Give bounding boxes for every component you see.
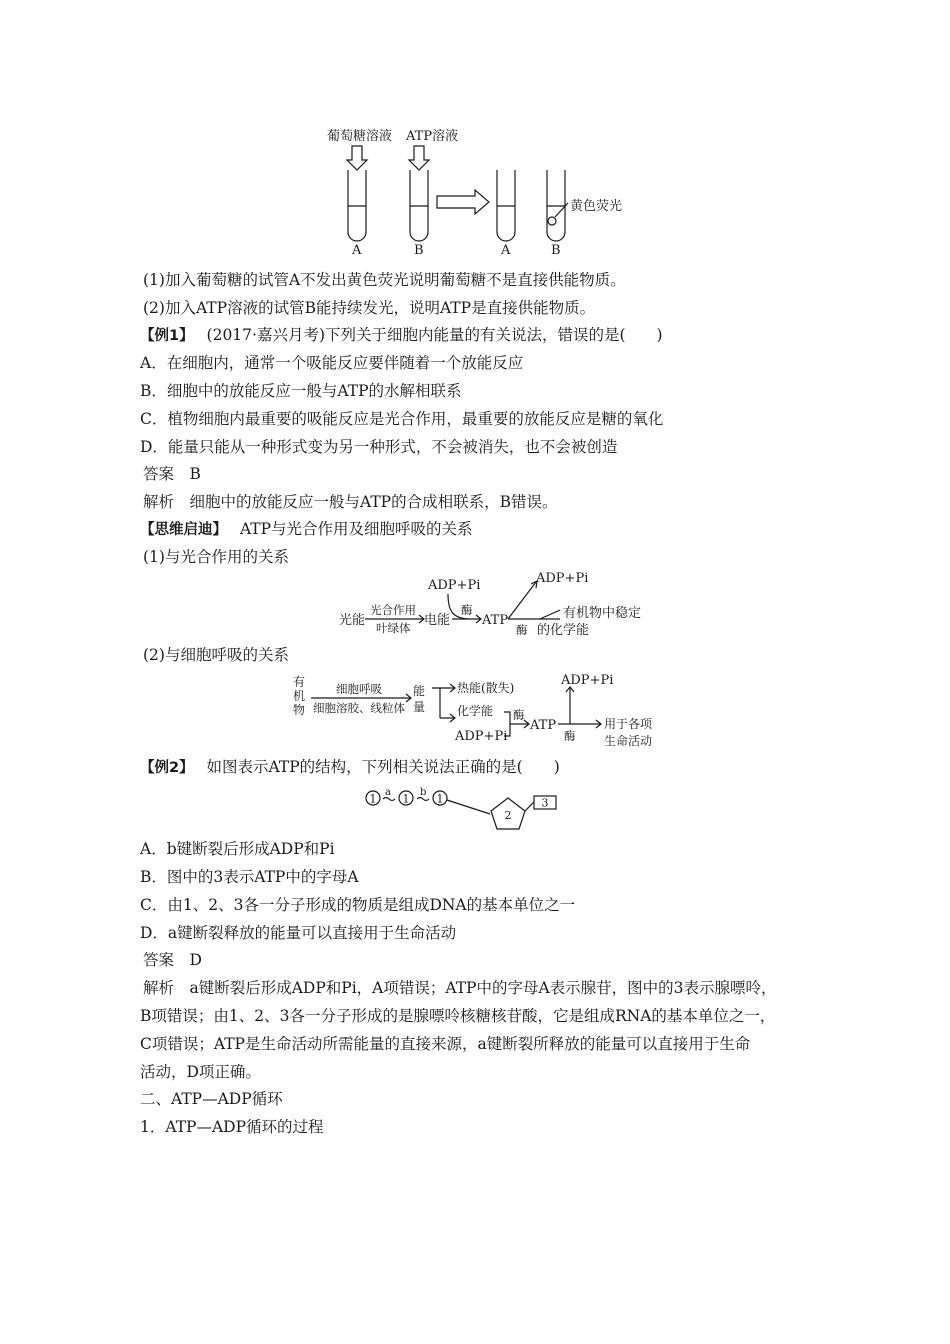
example-2-analysis-line-1: 解析 a键断裂后形成ADP和Pi，A项错误；ATP中的字母A表示腺苷，图中的3表示腺嘌呤， xyxy=(143,979,777,997)
fluorescence-dot xyxy=(548,217,556,225)
respiration-diagram xyxy=(0,670,950,760)
adp-pi-input: ADP+Pi xyxy=(428,578,481,593)
cell-respiration-label: 细胞呼吸 xyxy=(336,682,382,696)
insight-sub-1: (1)与光合作用的关系 xyxy=(143,548,289,566)
example-2-stem xyxy=(140,756,560,779)
option-b: B．图中的3表示ATP中的字母A xyxy=(140,868,359,886)
enzyme-label: 酶 xyxy=(516,623,528,637)
option-b: B．细胞中的放能反应一般与ATP的水解相联系 xyxy=(140,382,462,400)
enzyme-label: 酶 xyxy=(513,708,525,722)
insight-title: ATP与光合作用及细胞呼吸的关系 xyxy=(239,520,473,538)
chemical-energy-label: 化学能 xyxy=(457,704,494,718)
svg-text:1: 1 xyxy=(436,792,444,806)
option-d: D．能量只能从一种形式变为另一种形式，不会被消失，也不会被创造 xyxy=(140,438,618,456)
bond-a-label: a xyxy=(385,787,391,798)
section-subheading: 1．ATP—ADP循环的过程 xyxy=(140,1118,324,1136)
tube-label-a: A xyxy=(501,243,511,258)
energy-label: 能 xyxy=(413,684,426,698)
example-1-answer: 答案 B xyxy=(143,465,201,483)
example-1-question: (2017·嘉兴月考)下列关于细胞内能量的有关说法，错误的是( ) xyxy=(206,326,663,344)
example-2-analysis-line-2: B项错误；由1、2、3各一分子形成的是腺嘌呤核糖核苷酸，它是组成RNA的基本单位之一， xyxy=(140,1007,776,1025)
down-arrow-icon xyxy=(409,146,429,170)
stable-chemical-energy-label: 有机物中稳定 xyxy=(563,606,642,621)
option-a: A．在细胞内，通常一个吸能反应要伴随着一个放能反应 xyxy=(140,354,524,372)
adp-pi-output: ADP+Pi xyxy=(536,571,589,586)
svg-text:1: 1 xyxy=(369,792,377,806)
example-1-tag: 【例1】 xyxy=(140,328,194,344)
life-activities-label: 用于各项 xyxy=(604,717,653,731)
example-2-question: 如图表示ATP的结构，下列相关说法正确的是( ) xyxy=(206,758,560,776)
atp-solution-label: ATP溶液 xyxy=(406,129,459,144)
organic-matter-label: 机 xyxy=(293,689,306,703)
example-1-stem xyxy=(140,324,663,347)
svg-text:1: 1 xyxy=(402,792,410,806)
bond-b-label: b xyxy=(420,787,427,798)
stable-chemical-energy-label: 的化学能 xyxy=(537,623,590,638)
energy-label: 量 xyxy=(413,700,426,714)
photosynthesis-diagram xyxy=(0,570,950,650)
option-c: C．由1、2、3各一分子形成的物质是组成DNA的基本单位之一 xyxy=(140,896,576,914)
insight-heading xyxy=(140,518,473,541)
tube-label-b: B xyxy=(551,243,561,258)
light-energy-label: 光能 xyxy=(339,613,366,628)
section-heading: 二、ATP—ADP循环 xyxy=(140,1090,283,1108)
insight-sub-2: (2)与细胞呼吸的关系 xyxy=(143,646,289,664)
heat-energy-label: 热能(散失) xyxy=(457,681,515,695)
example-2-analysis-line-4: 活动，D项正确。 xyxy=(140,1063,261,1081)
enzyme-label: 酶 xyxy=(564,729,576,743)
tube-label-a: A xyxy=(352,243,362,258)
test-tube-figure xyxy=(0,0,950,260)
svg-text:2: 2 xyxy=(504,809,512,822)
glucose-label: 葡萄糖溶液 xyxy=(327,129,393,144)
example-1-analysis: 解析 细胞中的放能反应一般与ATP的合成相联系，B错误。 xyxy=(143,493,558,511)
intro-paragraph-1: (1)加入葡萄糖的试管A不发出黄色荧光说明葡萄糖不是直接供能物质。 xyxy=(143,271,626,289)
atp-label: ATP xyxy=(482,613,509,628)
down-arrow-icon xyxy=(347,146,367,170)
atp-label: ATP xyxy=(530,718,557,733)
intro-paragraph-2: (2)加入ATP溶液的试管B能持续发光，说明ATP是直接供能物质。 xyxy=(143,299,596,317)
tube-label-b: B xyxy=(414,243,424,258)
organic-matter-label: 物 xyxy=(293,703,306,717)
photosynthesis-label: 光合作用 xyxy=(370,603,416,617)
adp-pi-input: ADP+Pi xyxy=(455,729,508,744)
option-c: C．植物细胞内最重要的吸能反应是光合作用，最重要的放能反应是糖的氧化 xyxy=(140,410,664,428)
cytosol-mitochondria-label: 细胞溶胶、线粒体 xyxy=(313,701,405,715)
electric-energy-label: 电能 xyxy=(424,613,451,628)
atp-structure-diagram xyxy=(0,786,950,836)
organic-matter-label: 有 xyxy=(293,675,306,689)
insight-tag: 【思维启迪】 xyxy=(140,522,227,538)
example-2-answer: 答案 D xyxy=(143,951,202,969)
adp-pi-output: ADP+Pi xyxy=(561,673,614,688)
example-2-tag: 【例2】 xyxy=(140,760,194,776)
option-d: D．a键断裂释放的能量可以直接用于生命活动 xyxy=(140,924,457,942)
life-activities-label: 生命活动 xyxy=(604,734,653,748)
enzyme-label: 酶 xyxy=(461,603,473,617)
svg-text:3: 3 xyxy=(541,796,549,810)
chloroplast-label: 叶绿体 xyxy=(376,621,411,635)
right-arrow-icon xyxy=(437,190,489,214)
option-a: A．b键断裂后形成ADP和Pi xyxy=(140,840,335,858)
example-2-analysis-line-3: C项错误；ATP是生命活动所需能量的直接来源，a键断裂所释放的能量可以直接用于生命 xyxy=(140,1035,751,1053)
fluorescence-label: 黄色荧光 xyxy=(570,199,623,214)
